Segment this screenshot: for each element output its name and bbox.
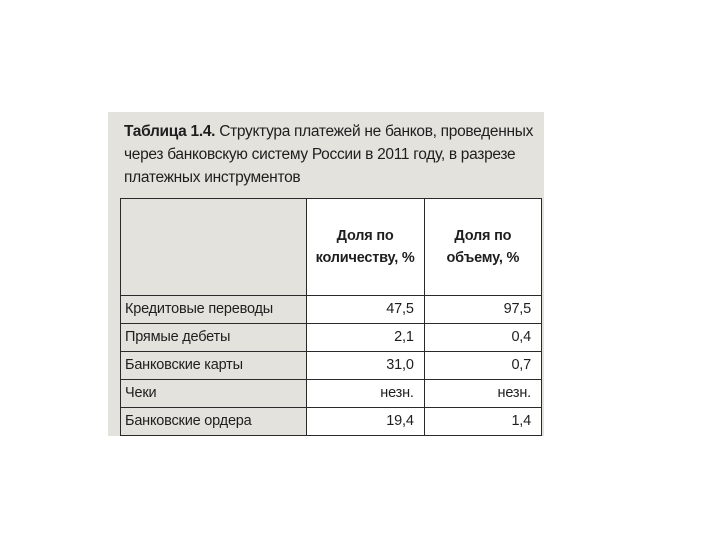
volume-share-cell: 97,5 [424,296,541,324]
table-figure [108,112,544,436]
table-row [121,324,542,352]
table-number: Таблица 1.4. [124,123,216,140]
header-volume-share: Доля по объему, % [424,199,541,296]
volume-share-cell: 0,4 [424,324,541,352]
payments-structure-table [120,198,542,436]
table-caption-text: Структура платежей не банков, проведенных через банковскую систему России в 2011 году, в разрезе платежных инструментов [124,123,534,186]
header-count-share: Доля по количеству, % [306,199,424,296]
table-row [121,352,542,380]
row-label: Кредитовые переводы [121,296,307,324]
row-label: Банковские ордера [121,408,307,436]
row-label: Банковские карты [121,352,307,380]
count-share-cell: незн. [306,380,424,408]
table-row [121,380,542,408]
count-share-cell: 47,5 [306,296,424,324]
table-row [121,408,542,436]
row-label: Прямые дебеты [121,324,307,352]
header-empty-cell [121,199,307,296]
volume-share-cell: 1,4 [424,408,541,436]
volume-share-cell: незн. [424,380,541,408]
count-share-cell: 19,4 [306,408,424,436]
count-share-cell: 31,0 [306,352,424,380]
count-share-cell: 2,1 [306,324,424,352]
table-caption [124,120,534,189]
table-header-row [121,199,542,296]
row-label: Чеки [121,380,307,408]
volume-share-cell: 0,7 [424,352,541,380]
table-row [121,296,542,324]
